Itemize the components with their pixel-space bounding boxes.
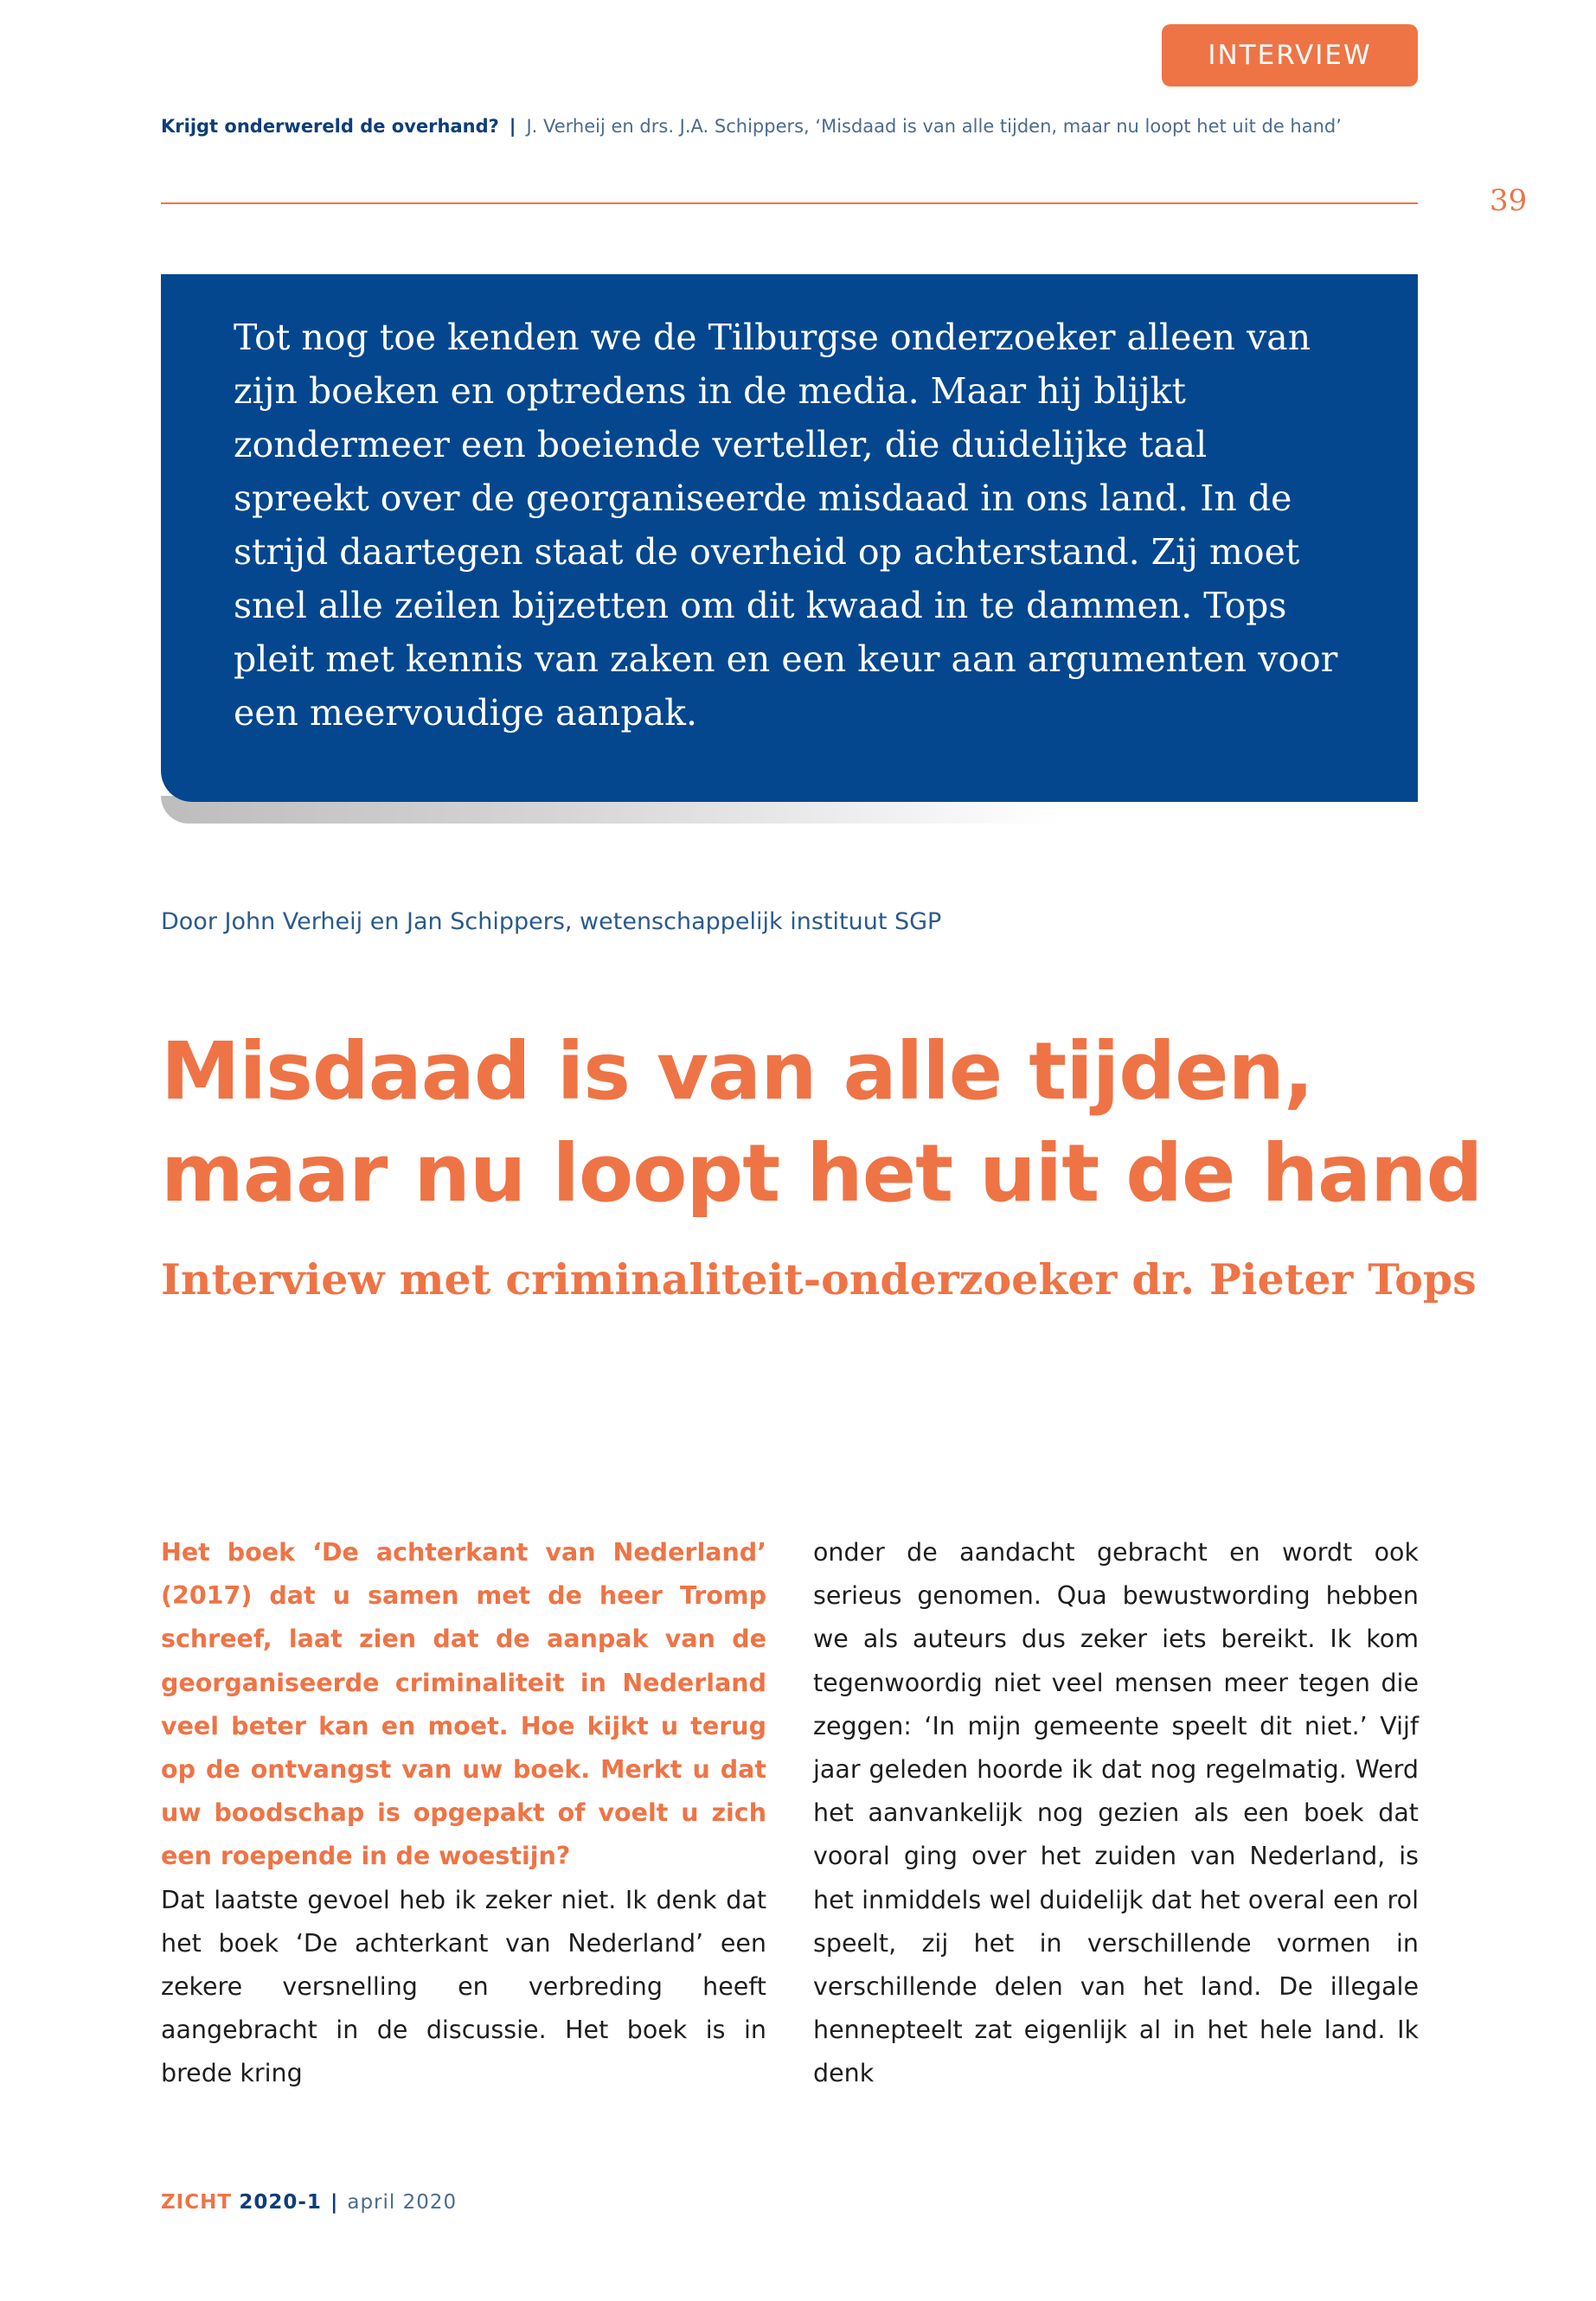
footer-magazine: ZICHT bbox=[161, 2191, 233, 2214]
interview-question: Het boek ‘De achterkant van Nederland’ (2017) dat u samen met de heer Tromp schreef, laat zien dat de aanpak van de georganiseerde criminaliteit in Nederland veel beter kan en moet. Hoe kijkt u terug op de ontvangst van uw boek. Merkt u dat uw boodschap is opgepakt of voelt u zich een roepende in de woestijn? bbox=[161, 1538, 766, 1871]
interview-answer-part-1: Dat laatste gevoel heb ik zeker niet. Ik denk dat het boek ‘De achterkant van Nederland’ een zekere versnelling en verbreding heeft aangebracht in de discussie. Het boek is in brede kring bbox=[161, 1885, 766, 2088]
interview-answer-part-2: onder de aandacht gebracht en wordt ook serieus genomen. Qua bewustwording hebben we als auteurs dus zeker iets bereikt. Ik kom tegenwoordig niet veel mensen meer tegen die zeggen: ‘In mijn gemeente speelt dit niet.’ Vijf jaar geleden hoorde ik dat nog regelmatig. Werd het aanvankelijk nog gezien als een boek dat vooral ging over het zuiden van Nederland, is het inmiddels wel duidelijk dat het overal een rol speelt, zij het in verschillende vormen in verschillende delen van het land. De illegale hennepteelt zat eigenlijk al in het hele land. Ik denk bbox=[813, 1538, 1419, 2088]
article-subtitle: Interview met criminaliteit-onderzoeker dr. Pieter Tops bbox=[161, 1254, 1477, 1304]
header-rule bbox=[161, 202, 1418, 204]
page-footer bbox=[161, 2191, 457, 2214]
running-subtitle: J. Verheij en drs. J.A. Schippers, ‘Misdaad is van alle tijden, maar nu loopt het uit de hand’ bbox=[526, 116, 1342, 137]
column-right bbox=[813, 1531, 1419, 2096]
lead-box bbox=[161, 274, 1418, 802]
byline: Door John Verheij en Jan Schippers, wetenschappelijk instituut SGP bbox=[161, 908, 942, 935]
section-tag: INTERVIEW bbox=[1162, 24, 1418, 87]
footer-separator: | bbox=[330, 2191, 339, 2214]
column-left bbox=[161, 1531, 766, 2096]
lead-text: Tot nog toe kenden we de Tilburgse onderzoeker alleen van zijn boeken en optredens in de media. Maar hij blijkt zondermeer een boeiende verteller, die duidelijke taal spreekt over de georganiseerde misdaad in ons land. In de strijd daartegen staat de overheid op achterstand. Zij moet snel alle zeilen bijzetten om dit kwaad in te dammen. Tops pleit met kennis van zaken en een keur aan argumenten voor een meervoudige aanpak. bbox=[234, 317, 1338, 734]
footer-date: april 2020 bbox=[347, 2191, 458, 2214]
headline-line-1: Misdaad is van alle tijden, bbox=[161, 1025, 1313, 1118]
headline-line-2: maar nu loopt het uit de hand bbox=[161, 1127, 1483, 1220]
running-head bbox=[161, 113, 1424, 139]
page-number: 39 bbox=[1490, 183, 1528, 218]
running-title: Krijgt onderwereld de overhand? bbox=[161, 116, 499, 137]
running-head-separator: | bbox=[509, 116, 516, 137]
article-headline bbox=[161, 1021, 1483, 1225]
footer-issue: 2020-1 bbox=[239, 2191, 322, 2214]
